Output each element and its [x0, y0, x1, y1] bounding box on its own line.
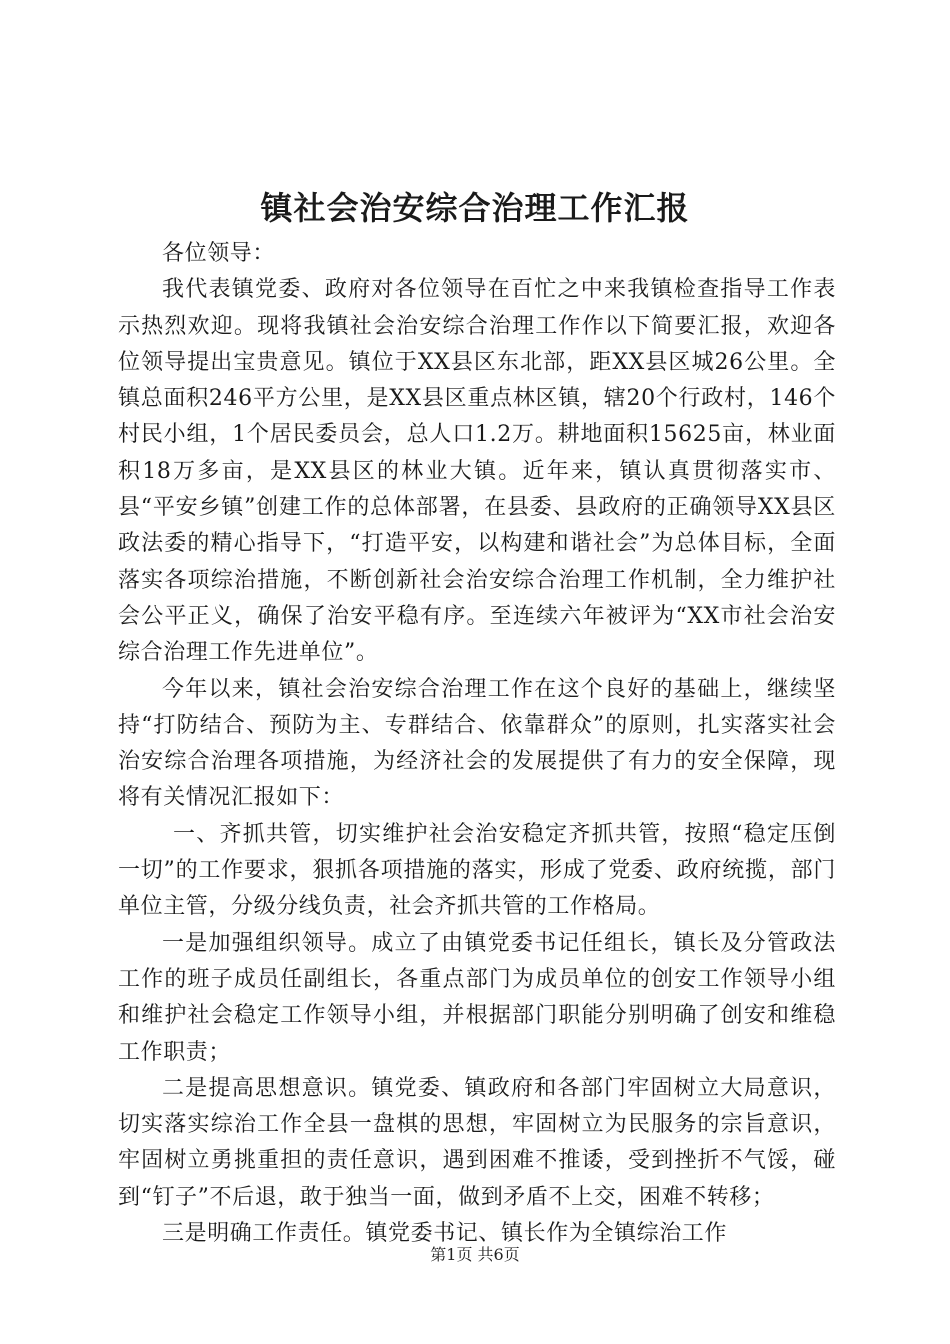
paragraph-point-1: 一是加强组织领导。成立了由镇党委书记任组长，镇长及分管政法工作的班子成员任副组长，各重点部门为成员单位的创安工作领导小组和维护社会稳定工作领导小组，并根据部门职能分别明确了创安和维稳工作职责；	[118, 930, 836, 1065]
salutation: 各位领导：	[162, 241, 276, 266]
document-body	[118, 236, 836, 1252]
paragraph-overview: 今年以来，镇社会治安综合治理工作在这个良好的基础上，继续坚持“打防结合、预防为主、专群结合、依靠群众”的原则，扎实落实社会治安综合治理各项措施，为经济社会的发展提供了有力的安全保障，现将有关情况汇报如下：	[118, 676, 836, 811]
paragraph-point-2: 二是提高思想意识。镇党委、镇政府和各部门牢固树立大局意识，切实落实综治工作全县一盘棋的思想，牢固树立为民服务的宗旨意识，牢固树立勇挑重担的责任意识，遇到困难不推诿，受到挫折不气馁，碰到“钉子”不后退，敢于独当一面，做到矛盾不上交，困难不转移；	[118, 1075, 836, 1210]
document-title: 镇社会治安综合治理工作汇报	[260, 189, 690, 227]
paragraph-point-3: 三是明确工作责任。镇党委书记、镇长作为全镇综治工作	[162, 1221, 728, 1247]
paragraph-intro: 我代表镇党委、政府对各位领导在百忙之中来我镇检查指导工作表示热烈欢迎。现将我镇社会治安综合治理工作作以下简要汇报，欢迎各位领导提出宝贵意见。镇位于XX县区东北部，距XX县区城26公里。全镇总面积246平方公里，是XX县区重点林区镇，辖20个行政村，146个村民小组，1个居民委员会，总人口1.2万。耕地面积15625亩，林业面积18万多亩，是XX县区的林业大镇。近年来，镇认真贯彻落实市、县“平安乡镇”创建工作的总体部署，在县委、县政府的正确领导XX县区政法委的精心指导下，“打造平安，以构建和谐社会”为总体目标，全面落实各项综治措施，不断创新社会治安综合治理工作机制，全力维护社会公平正义，确保了治安平稳有序。至连续六年被评为“XX市社会治安综合治理工作先进单位”。	[118, 277, 836, 666]
page-footer: 第1页 共6页	[430, 1245, 520, 1264]
section-heading-1: 一、齐抓共管，切实维护社会治安稳定齐抓共管，按照“稳定压倒一切”的工作要求，狠抓各项措施的落实，形成了党委、政府统揽，部门单位主管，分级分线负责，社会齐抓共管的工作格局。	[118, 821, 836, 920]
